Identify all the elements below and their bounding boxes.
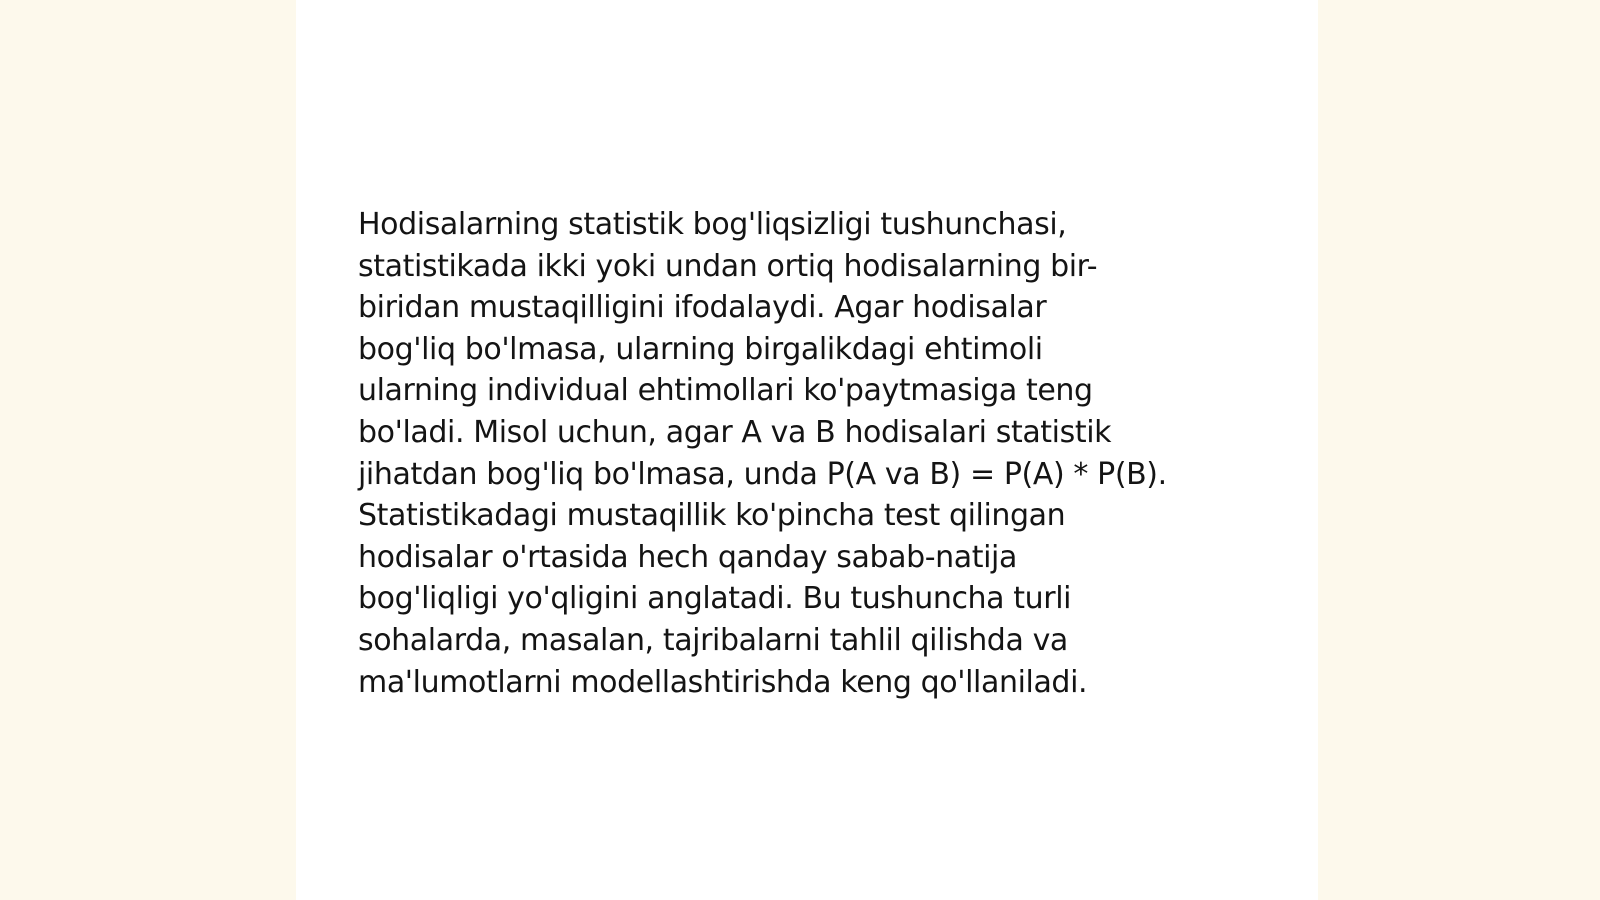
slide-panel [296, 0, 1318, 900]
paragraph-line: Statistikadagi mustaqillik ko'pincha test qilingan [358, 498, 1066, 534]
paragraph-line: bog'liq bo'lmasa, ularning birgalikdagi ehtimoli [358, 331, 1043, 367]
body-paragraph [358, 204, 1258, 703]
paragraph-line: biridan mustaqilligini ifodalaydi. Agar hodisalar [358, 290, 1047, 326]
paragraph-line: ma'lumotlarni modellashtirishda keng qo'llaniladi. [358, 664, 1088, 700]
paragraph-line: sohalarda, masalan, tajribalarni tahlil qilishda va [358, 622, 1068, 658]
paragraph-line: jihatdan bog'liq bo'lmasa, unda P(A va B) = P(A) * P(B). [358, 456, 1167, 492]
paragraph-line: Hodisalarning statistik bog'liqsizligi tushunchasi, [358, 207, 1067, 242]
paragraph-line: bo'ladi. Misol uchun, agar A va B hodisalari statistik [358, 414, 1112, 450]
paragraph-line: hodisalar o'rtasida hech qanday sabab-natija [358, 539, 1017, 575]
paragraph-line: bog'liqligi yo'qligini anglatadi. Bu tushuncha turli [358, 581, 1072, 617]
paragraph-line: statistikada ikki yoki undan ortiq hodisalarning bir- [358, 248, 1098, 284]
paragraph-line: ularning individual ehtimollari ko'paytmasiga teng [358, 373, 1093, 409]
